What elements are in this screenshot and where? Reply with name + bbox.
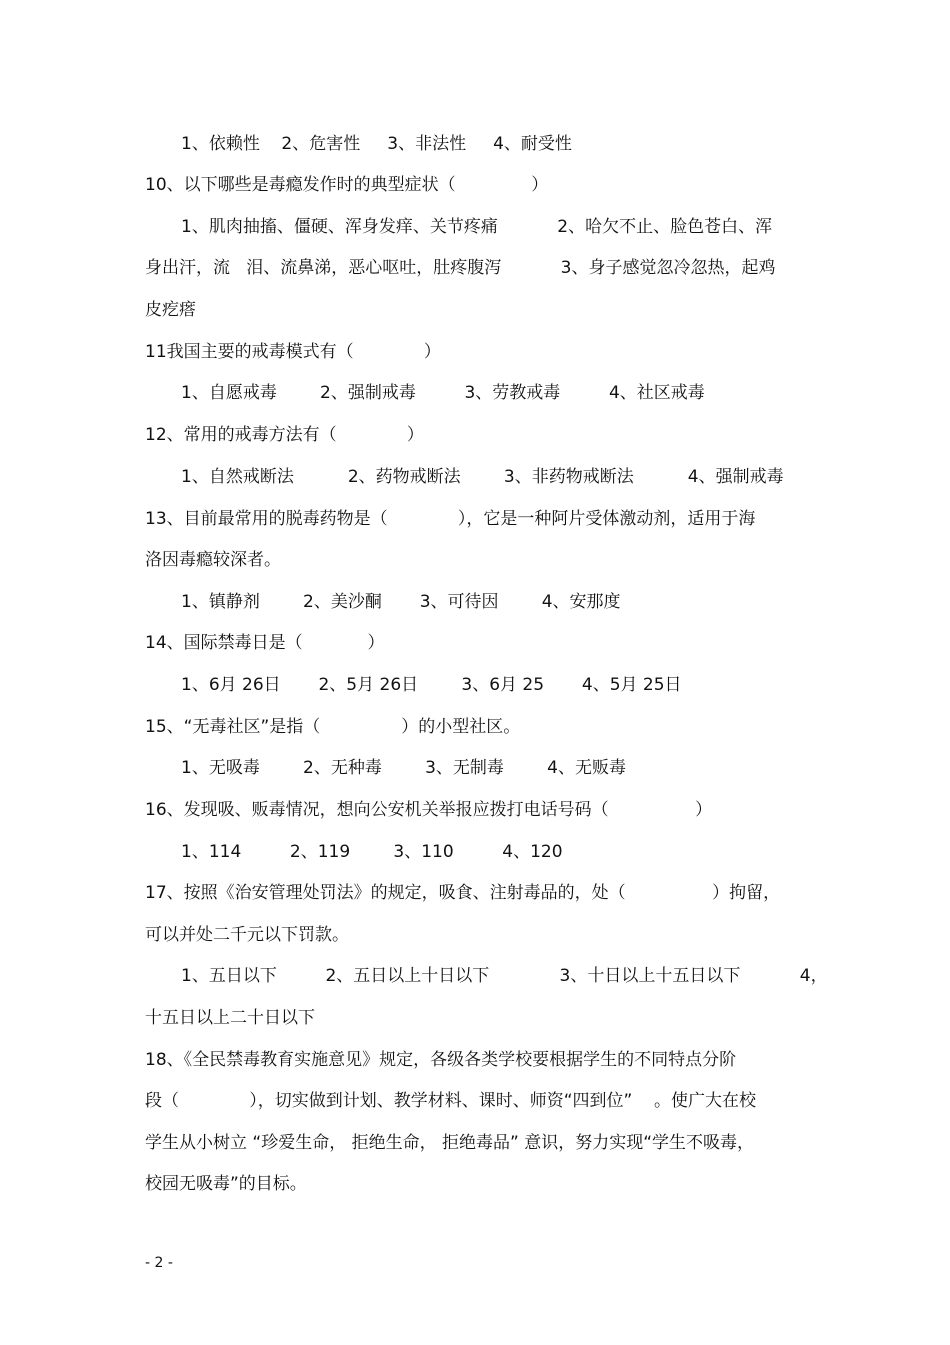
q13-question-line-2: 洛因毒瘾较深者。 xyxy=(145,550,281,570)
q10-options-line-1: 1、肌肉抽搐、僵硬、浑身发痒、关节疼痛 2、哈欠不止、脸色苍白、浑 xyxy=(181,217,773,237)
q14-options: 1、6月 26日 2、5月 26日 3、6月 25 4、5月 25日 xyxy=(181,675,682,695)
q17-options-line-2: 十五日以上二十日以下 xyxy=(145,1008,315,1028)
q12-question: 12、常用的戒毒方法有（ ） xyxy=(145,425,424,445)
q10-question: 10、以下哪些是毒瘾发作时的典型症状（ ） xyxy=(145,175,549,195)
q18-question-line-4: 校园无吸毒”的目标。 xyxy=(145,1174,307,1194)
q12-options: 1、自然戒断法 2、药物戒断法 3、非药物戒断法 4、强制戒毒 xyxy=(181,467,784,487)
q10-options-line-2: 身出汗，流 泪、流鼻涕，恶心呕吐，肚疼腹泻 3、身子感觉忽冷忽热，起鸡 xyxy=(145,258,776,278)
q9-options: 1、依赖性 2、危害性 3、非法性 4、耐受性 xyxy=(181,134,572,154)
q15-question: 15、“无毒社区”是指（ ）的小型社区。 xyxy=(145,717,521,737)
q14-question: 14、国际禁毒日是（ ） xyxy=(145,633,385,653)
q17-question-line-1: 17、按照《治安管理处罚法》的规定，吸食、注射毒品的，处（ ）拘留， xyxy=(145,883,781,903)
q16-question: 16、发现吸、贩毒情况，想向公安机关举报应拨打电话号码（ ） xyxy=(145,800,713,820)
q18-question-line-1: 18、《全民禁毒教育实施意见》规定，各级各类学校要根据学生的不同特点分阶 xyxy=(145,1050,737,1070)
q10-options-line-3: 皮疙瘩 xyxy=(145,300,196,320)
q18-question-line-2: 段（ ），切实做到计划、教学材料、课时、师资“四到位” 。使广大在校 xyxy=(145,1091,756,1111)
q17-question-line-2: 可以并处二千元以下罚款。 xyxy=(145,925,349,945)
q11-question: 11我国主要的戒毒模式有（ ） xyxy=(145,342,441,362)
q13-question-line-1: 13、目前最常用的脱毒药物是（ ），它是一种阿片受体激动剂，适用于海 xyxy=(145,509,756,529)
q16-options: 1、114 2、119 3、110 4、120 xyxy=(181,842,563,862)
q15-options: 1、无吸毒 2、无种毒 3、无制毒 4、无贩毒 xyxy=(181,758,626,778)
q13-options: 1、镇静剂 2、美沙酮 3、可待因 4、安那度 xyxy=(181,592,621,612)
page-number: - 2 - xyxy=(145,1255,173,1271)
q11-options: 1、自愿戒毒 2、强制戒毒 3、劳教戒毒 4、社区戒毒 xyxy=(181,383,705,403)
q17-options-line-1: 1、五日以下 2、五日以上十日以下 3、十日以上十五日以下 4， xyxy=(181,966,828,986)
q18-question-line-3: 学生从小树立 “珍爱生命， 拒绝生命， 拒绝毒品” 意识，努力实现“学生不吸毒， xyxy=(145,1133,755,1153)
